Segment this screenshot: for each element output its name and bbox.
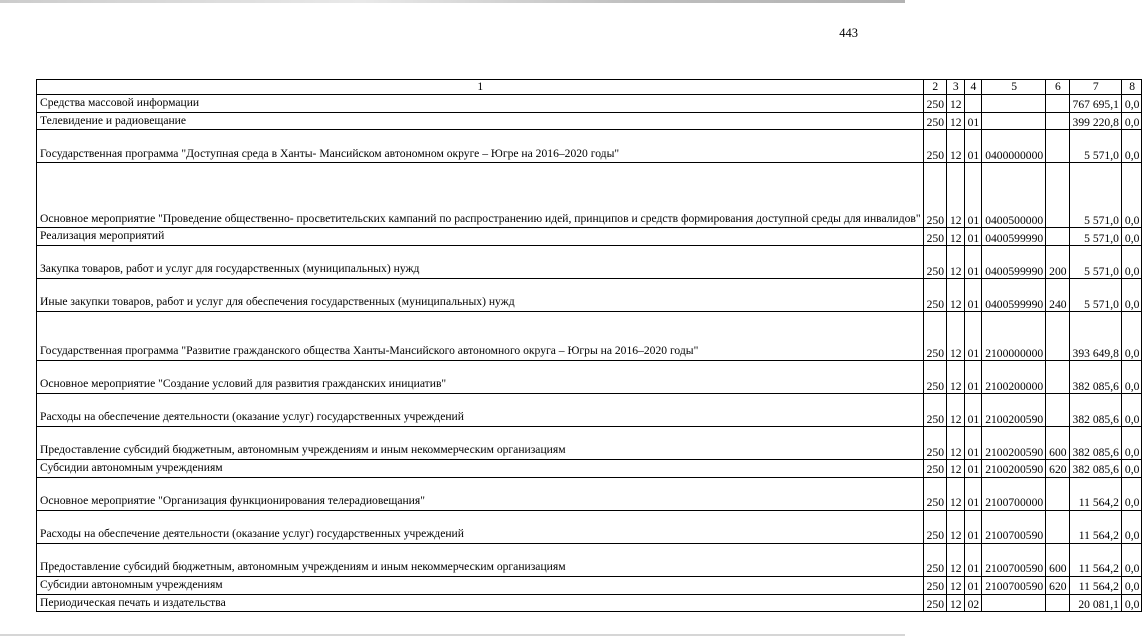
cell-col5: 2100000000	[982, 312, 1046, 361]
cell-col3: 12	[947, 163, 965, 228]
cell-col2: 250	[923, 543, 946, 576]
cell-col3: 12	[947, 594, 965, 612]
cell-col2: 250	[923, 112, 946, 130]
cell-name: Основное мероприятие "Проведение общественно- просветительских кампаний по распространению идей, принципов и средств формирования доступной среды для инвалидов"	[37, 163, 924, 228]
cell-col6	[1046, 163, 1069, 228]
cell-col6: 600	[1046, 543, 1069, 576]
cell-col4: 01	[964, 361, 982, 394]
cell-col4: 01	[964, 510, 982, 543]
scan-edge-bottom	[0, 634, 905, 636]
cell-col5: 2100700590	[982, 543, 1046, 576]
cell-col7: 382 085,6	[1069, 460, 1121, 478]
cell-col5	[982, 112, 1046, 130]
table-row	[37, 510, 1142, 543]
cell-col7: 399 220,8	[1069, 112, 1121, 130]
header-cell: 2	[923, 80, 946, 95]
cell-col7: 11 564,2	[1069, 510, 1121, 543]
cell-col4: 02	[964, 594, 982, 612]
cell-col6: 200	[1046, 246, 1069, 279]
cell-col3: 12	[947, 427, 965, 460]
cell-name: Расходы на обеспечение деятельности (оказание услуг) государственных учреждений	[37, 394, 924, 427]
cell-col6	[1046, 112, 1069, 130]
table-row	[37, 460, 1142, 478]
cell-col2: 250	[923, 279, 946, 312]
cell-col2: 250	[923, 510, 946, 543]
cell-col3: 12	[947, 130, 965, 163]
cell-col8: 0,0	[1121, 228, 1142, 246]
cell-col2: 250	[923, 95, 946, 113]
table-row	[37, 477, 1142, 510]
cell-name: Средства массовой информации	[37, 95, 924, 113]
cell-col7: 767 695,1	[1069, 95, 1121, 113]
cell-col3: 12	[947, 279, 965, 312]
header-cell: 1	[37, 80, 924, 95]
cell-name: Государственная программа "Развитие гражданского общества Ханты-Мансийского автономного округа – Югры на 2016–2020 годы"	[37, 312, 924, 361]
cell-col8: 0,0	[1121, 427, 1142, 460]
cell-col7: 393 649,8	[1069, 312, 1121, 361]
cell-col4: 01	[964, 477, 982, 510]
cell-col8: 0,0	[1121, 279, 1142, 312]
cell-col7: 382 085,6	[1069, 361, 1121, 394]
cell-col4: 01	[964, 312, 982, 361]
cell-name: Иные закупки товаров, работ и услуг для обеспечения государственных (муниципальных) нужд	[37, 279, 924, 312]
cell-col3: 12	[947, 95, 965, 113]
cell-col6	[1046, 312, 1069, 361]
cell-col2: 250	[923, 228, 946, 246]
cell-name: Предоставление субсидий бюджетным, автономным учреждениям и иным некоммерческим организациям	[37, 543, 924, 576]
cell-name: Периодическая печать и издательства	[37, 594, 924, 612]
table-row	[37, 130, 1142, 163]
cell-col2: 250	[923, 163, 946, 228]
table-row	[37, 312, 1142, 361]
page-number: 443	[839, 26, 858, 40]
cell-col4: 01	[964, 279, 982, 312]
table-row	[37, 279, 1142, 312]
table-row	[37, 112, 1142, 130]
cell-col8: 0,0	[1121, 312, 1142, 361]
header-cell: 8	[1121, 80, 1142, 95]
table-row	[37, 95, 1142, 113]
table-row	[37, 228, 1142, 246]
cell-col3: 12	[947, 228, 965, 246]
cell-col7: 5 571,0	[1069, 163, 1121, 228]
cell-col8: 0,0	[1121, 246, 1142, 279]
cell-col3: 12	[947, 460, 965, 478]
header-cell: 7	[1069, 80, 1121, 95]
cell-col5: 0400500000	[982, 163, 1046, 228]
cell-name: Основное мероприятие "Организация функционирования телерадиовещания"	[37, 477, 924, 510]
cell-col2: 250	[923, 394, 946, 427]
cell-col5: 2100200000	[982, 361, 1046, 394]
cell-col7: 11 564,2	[1069, 576, 1121, 594]
cell-col5: 0400599990	[982, 246, 1046, 279]
table-row	[37, 594, 1142, 612]
cell-col4: 01	[964, 543, 982, 576]
cell-col7: 382 085,6	[1069, 427, 1121, 460]
cell-col2: 250	[923, 361, 946, 394]
table-row	[37, 576, 1142, 594]
cell-col6	[1046, 95, 1069, 113]
cell-name: Государственная программа "Доступная среда в Ханты- Мансийском автономном округе – Югре на 2016–2020 годы"	[37, 130, 924, 163]
cell-col5: 0400000000	[982, 130, 1046, 163]
cell-col8: 0,0	[1121, 95, 1142, 113]
cell-col6	[1046, 130, 1069, 163]
cell-col4: 01	[964, 228, 982, 246]
cell-col8: 0,0	[1121, 510, 1142, 543]
cell-name: Основное мероприятие "Создание условий для развития гражданских инициатив"	[37, 361, 924, 394]
cell-col3: 12	[947, 394, 965, 427]
cell-col5: 0400599990	[982, 279, 1046, 312]
cell-col6: 620	[1046, 576, 1069, 594]
cell-col7: 382 085,6	[1069, 394, 1121, 427]
cell-col4: 01	[964, 112, 982, 130]
cell-col4	[964, 95, 982, 113]
cell-col7: 11 564,2	[1069, 543, 1121, 576]
cell-col4: 01	[964, 576, 982, 594]
cell-col4: 01	[964, 427, 982, 460]
scan-edge-top	[0, 0, 905, 3]
cell-col5: 2100200590	[982, 427, 1046, 460]
cell-col8: 0,0	[1121, 361, 1142, 394]
cell-col2: 250	[923, 477, 946, 510]
cell-name: Субсидии автономным учреждениям	[37, 460, 924, 478]
table-row	[37, 543, 1142, 576]
cell-col6	[1046, 361, 1069, 394]
cell-col3: 12	[947, 112, 965, 130]
cell-col7: 20 081,1	[1069, 594, 1121, 612]
cell-name: Субсидии автономным учреждениям	[37, 576, 924, 594]
header-cell: 3	[947, 80, 965, 95]
cell-col2: 250	[923, 246, 946, 279]
cell-col3: 12	[947, 312, 965, 361]
cell-col5: 2100700590	[982, 576, 1046, 594]
cell-col8: 0,0	[1121, 460, 1142, 478]
table-row	[37, 394, 1142, 427]
cell-col2: 250	[923, 427, 946, 460]
cell-col8: 0,0	[1121, 112, 1142, 130]
table-row	[37, 163, 1142, 228]
cell-col4: 01	[964, 246, 982, 279]
cell-col7: 5 571,0	[1069, 228, 1121, 246]
cell-col4: 01	[964, 130, 982, 163]
cell-col6	[1046, 477, 1069, 510]
cell-col3: 12	[947, 576, 965, 594]
cell-col2: 250	[923, 130, 946, 163]
cell-col3: 12	[947, 543, 965, 576]
cell-col8: 0,0	[1121, 594, 1142, 612]
cell-name: Реализация мероприятий	[37, 228, 924, 246]
cell-col3: 12	[947, 510, 965, 543]
cell-col7: 5 571,0	[1069, 130, 1121, 163]
cell-col4: 01	[964, 394, 982, 427]
cell-col6: 600	[1046, 427, 1069, 460]
cell-col6: 240	[1046, 279, 1069, 312]
cell-col7: 5 571,0	[1069, 279, 1121, 312]
cell-col5: 2100700000	[982, 477, 1046, 510]
cell-name: Закупка товаров, работ и услуг для государственных (муниципальных) нужд	[37, 246, 924, 279]
table-row	[37, 246, 1142, 279]
cell-col2: 250	[923, 594, 946, 612]
cell-col2: 250	[923, 576, 946, 594]
table-header-row	[37, 80, 1142, 95]
cell-col6	[1046, 510, 1069, 543]
table-row	[37, 361, 1142, 394]
cell-col6	[1046, 594, 1069, 612]
cell-col5	[982, 95, 1046, 113]
cell-col5	[982, 594, 1046, 612]
cell-col7: 5 571,0	[1069, 246, 1121, 279]
cell-col3: 12	[947, 246, 965, 279]
cell-col2: 250	[923, 312, 946, 361]
cell-col8: 0,0	[1121, 543, 1142, 576]
cell-col5: 2100200590	[982, 394, 1046, 427]
cell-col6	[1046, 394, 1069, 427]
cell-col6: 620	[1046, 460, 1069, 478]
cell-col5: 0400599990	[982, 228, 1046, 246]
table-body	[37, 80, 1142, 612]
header-cell: 4	[964, 80, 982, 95]
table-row	[37, 427, 1142, 460]
cell-col4: 01	[964, 163, 982, 228]
cell-name: Расходы на обеспечение деятельности (оказание услуг) государственных учреждений	[37, 510, 924, 543]
cell-name: Предоставление субсидий бюджетным, автономным учреждениям и иным некоммерческим организациям	[37, 427, 924, 460]
header-cell: 5	[982, 80, 1046, 95]
cell-col5: 2100200590	[982, 460, 1046, 478]
cell-col8: 0,0	[1121, 130, 1142, 163]
cell-col6	[1046, 228, 1069, 246]
cell-name: Телевидение и радиовещание	[37, 112, 924, 130]
cell-col8: 0,0	[1121, 163, 1142, 228]
cell-col3: 12	[947, 361, 965, 394]
header-cell: 6	[1046, 80, 1069, 95]
cell-col5: 2100700590	[982, 510, 1046, 543]
cell-col8: 0,0	[1121, 576, 1142, 594]
cell-col2: 250	[923, 460, 946, 478]
cell-col4: 01	[964, 460, 982, 478]
budget-table	[36, 79, 1142, 612]
cell-col8: 0,0	[1121, 477, 1142, 510]
cell-col3: 12	[947, 477, 965, 510]
cell-col8: 0,0	[1121, 394, 1142, 427]
cell-col7: 11 564,2	[1069, 477, 1121, 510]
